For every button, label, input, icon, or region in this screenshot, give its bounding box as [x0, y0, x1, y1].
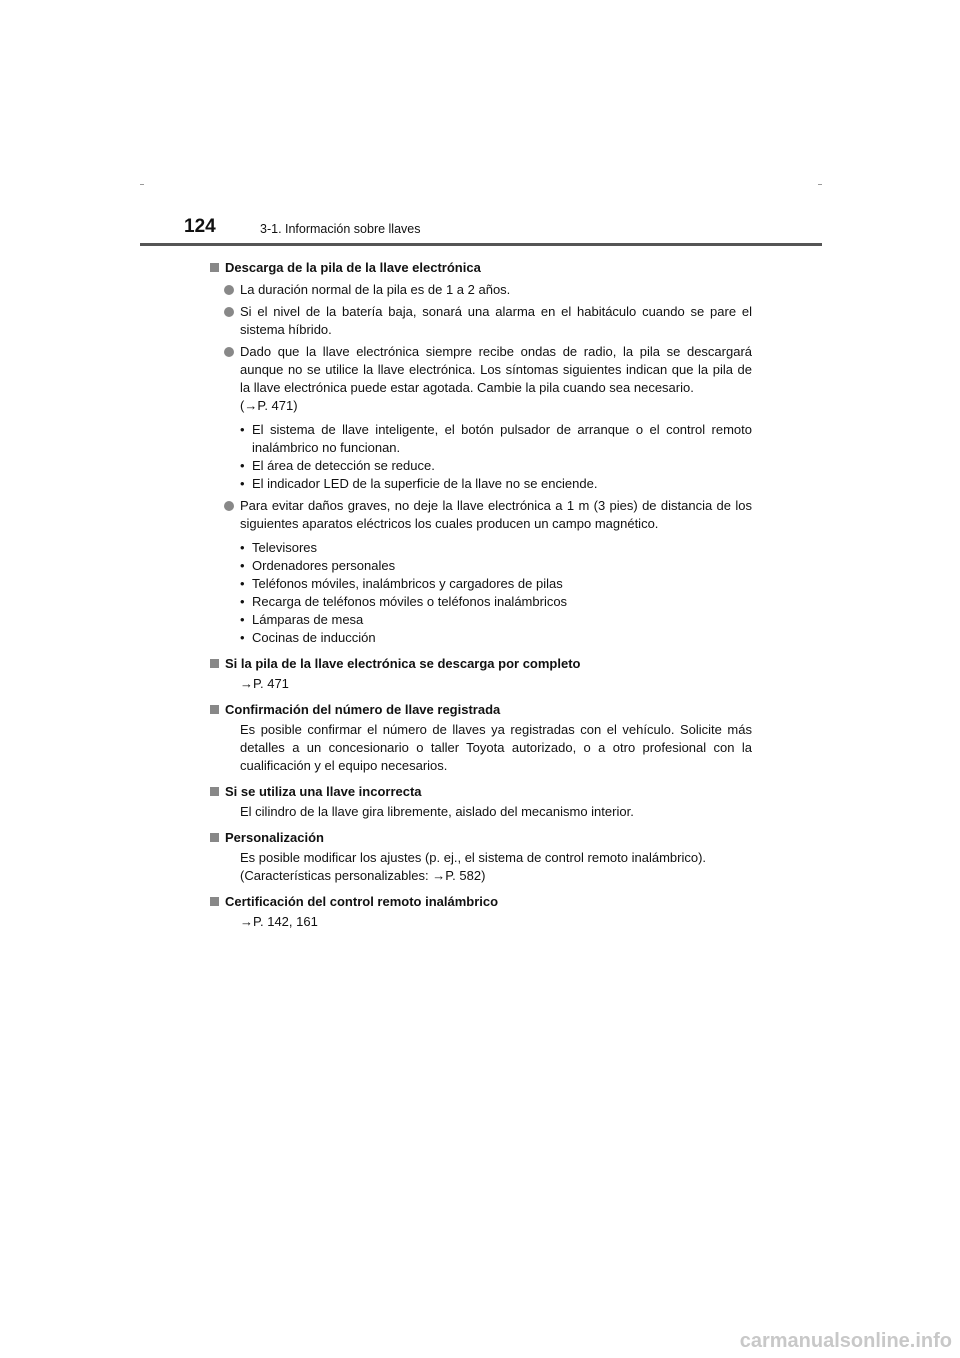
section-heading-battery: Descarga de la pila de la llave electrónica — [210, 259, 752, 277]
bullet-item: Dado que la llave electrónica siempre recibe ondas de radio, la pila se descargará aunque no se utilice la llave electrónica. Los síntomas siguientes indican que la pila de la llave electrónica puede estar agotada. Cambie la pila cuando sea necesario. (→P. 471) — [210, 343, 752, 415]
header-rule — [140, 243, 822, 246]
page-reference: →P. 471 — [240, 676, 289, 691]
device-item: • Ordenadores personales — [240, 558, 396, 573]
circle-bullet-icon — [224, 307, 234, 317]
square-bullet-icon — [210, 659, 219, 668]
device-item: • Teléfonos móviles, inalámbricos y cargadores de pilas — [240, 576, 563, 591]
page-reference: (→P. 471) — [240, 398, 298, 413]
symptom-item: • El sistema de llave inteligente, el botón pulsador de arranque o el control remoto inalámbrico no funcionan. — [240, 422, 752, 455]
symptom-item: • El indicador LED de la superficie de la llave no se enciende. — [240, 476, 598, 491]
circle-bullet-icon — [224, 501, 234, 511]
crop-mark-left — [140, 184, 144, 185]
device-item: • Cocinas de inducción — [240, 630, 376, 645]
bullet-item: Si el nivel de la batería baja, sonará una alarma en el habitáculo cuando se pare el sistema híbrido. — [210, 303, 752, 339]
page-reference: →P. 142, 161 — [240, 914, 318, 929]
device-item: • Televisores — [240, 540, 318, 555]
symptom-item: • El área de detección se reduce. — [240, 458, 435, 473]
watermark: carmanualsonline.info — [739, 1330, 952, 1352]
square-bullet-icon — [210, 705, 219, 714]
device-item: • Recarga de teléfonos móviles o teléfonos inalámbricos — [240, 594, 568, 609]
paragraph: Es posible confirmar el número de llaves ya registradas con el vehículo. Solicite más detalles a un concesionario o taller Toyota autorizado, o a otro profesional con la cualificación y el equipo necesarios. — [240, 722, 752, 773]
section-title: 3-1. Información sobre llaves — [260, 222, 421, 236]
bullet-item: La duración normal de la pila es de 1 a 2 años. — [210, 281, 752, 299]
page-reference: (Características personalizables: →P. 582) — [240, 868, 486, 883]
page-number: 124 — [184, 216, 216, 237]
square-bullet-icon — [210, 833, 219, 842]
square-bullet-icon — [210, 787, 219, 796]
section-heading-registered: Confirmación del número de llave registrada — [210, 701, 752, 719]
device-item: • Lámparas de mesa — [240, 612, 364, 627]
page-content — [210, 255, 752, 931]
crop-mark-right — [818, 184, 822, 185]
section-heading-certification: Certificación del control remoto inalámbrico — [210, 893, 752, 911]
section-heading-customization: Personalización — [210, 829, 752, 847]
section-heading-wrong-key: Si se utiliza una llave incorrecta — [210, 783, 752, 801]
bullet-item: Para evitar daños graves, no deje la llave electrónica a 1 m (3 pies) de distancia de los siguientes aparatos eléctricos los cuales producen un campo magnético. — [210, 497, 752, 533]
paragraph: Es posible modificar los ajustes (p. ej., el sistema de control remoto inalámbrico). (Características personalizables: →P. 582) — [240, 850, 707, 883]
circle-bullet-icon — [224, 285, 234, 295]
section-heading-depleted: Si la pila de la llave electrónica se descarga por completo — [210, 655, 752, 673]
square-bullet-icon — [210, 897, 219, 906]
paragraph: El cilindro de la llave gira libremente, aislado del mecanismo interior. — [240, 804, 634, 819]
square-bullet-icon — [210, 263, 219, 272]
circle-bullet-icon — [224, 347, 234, 357]
